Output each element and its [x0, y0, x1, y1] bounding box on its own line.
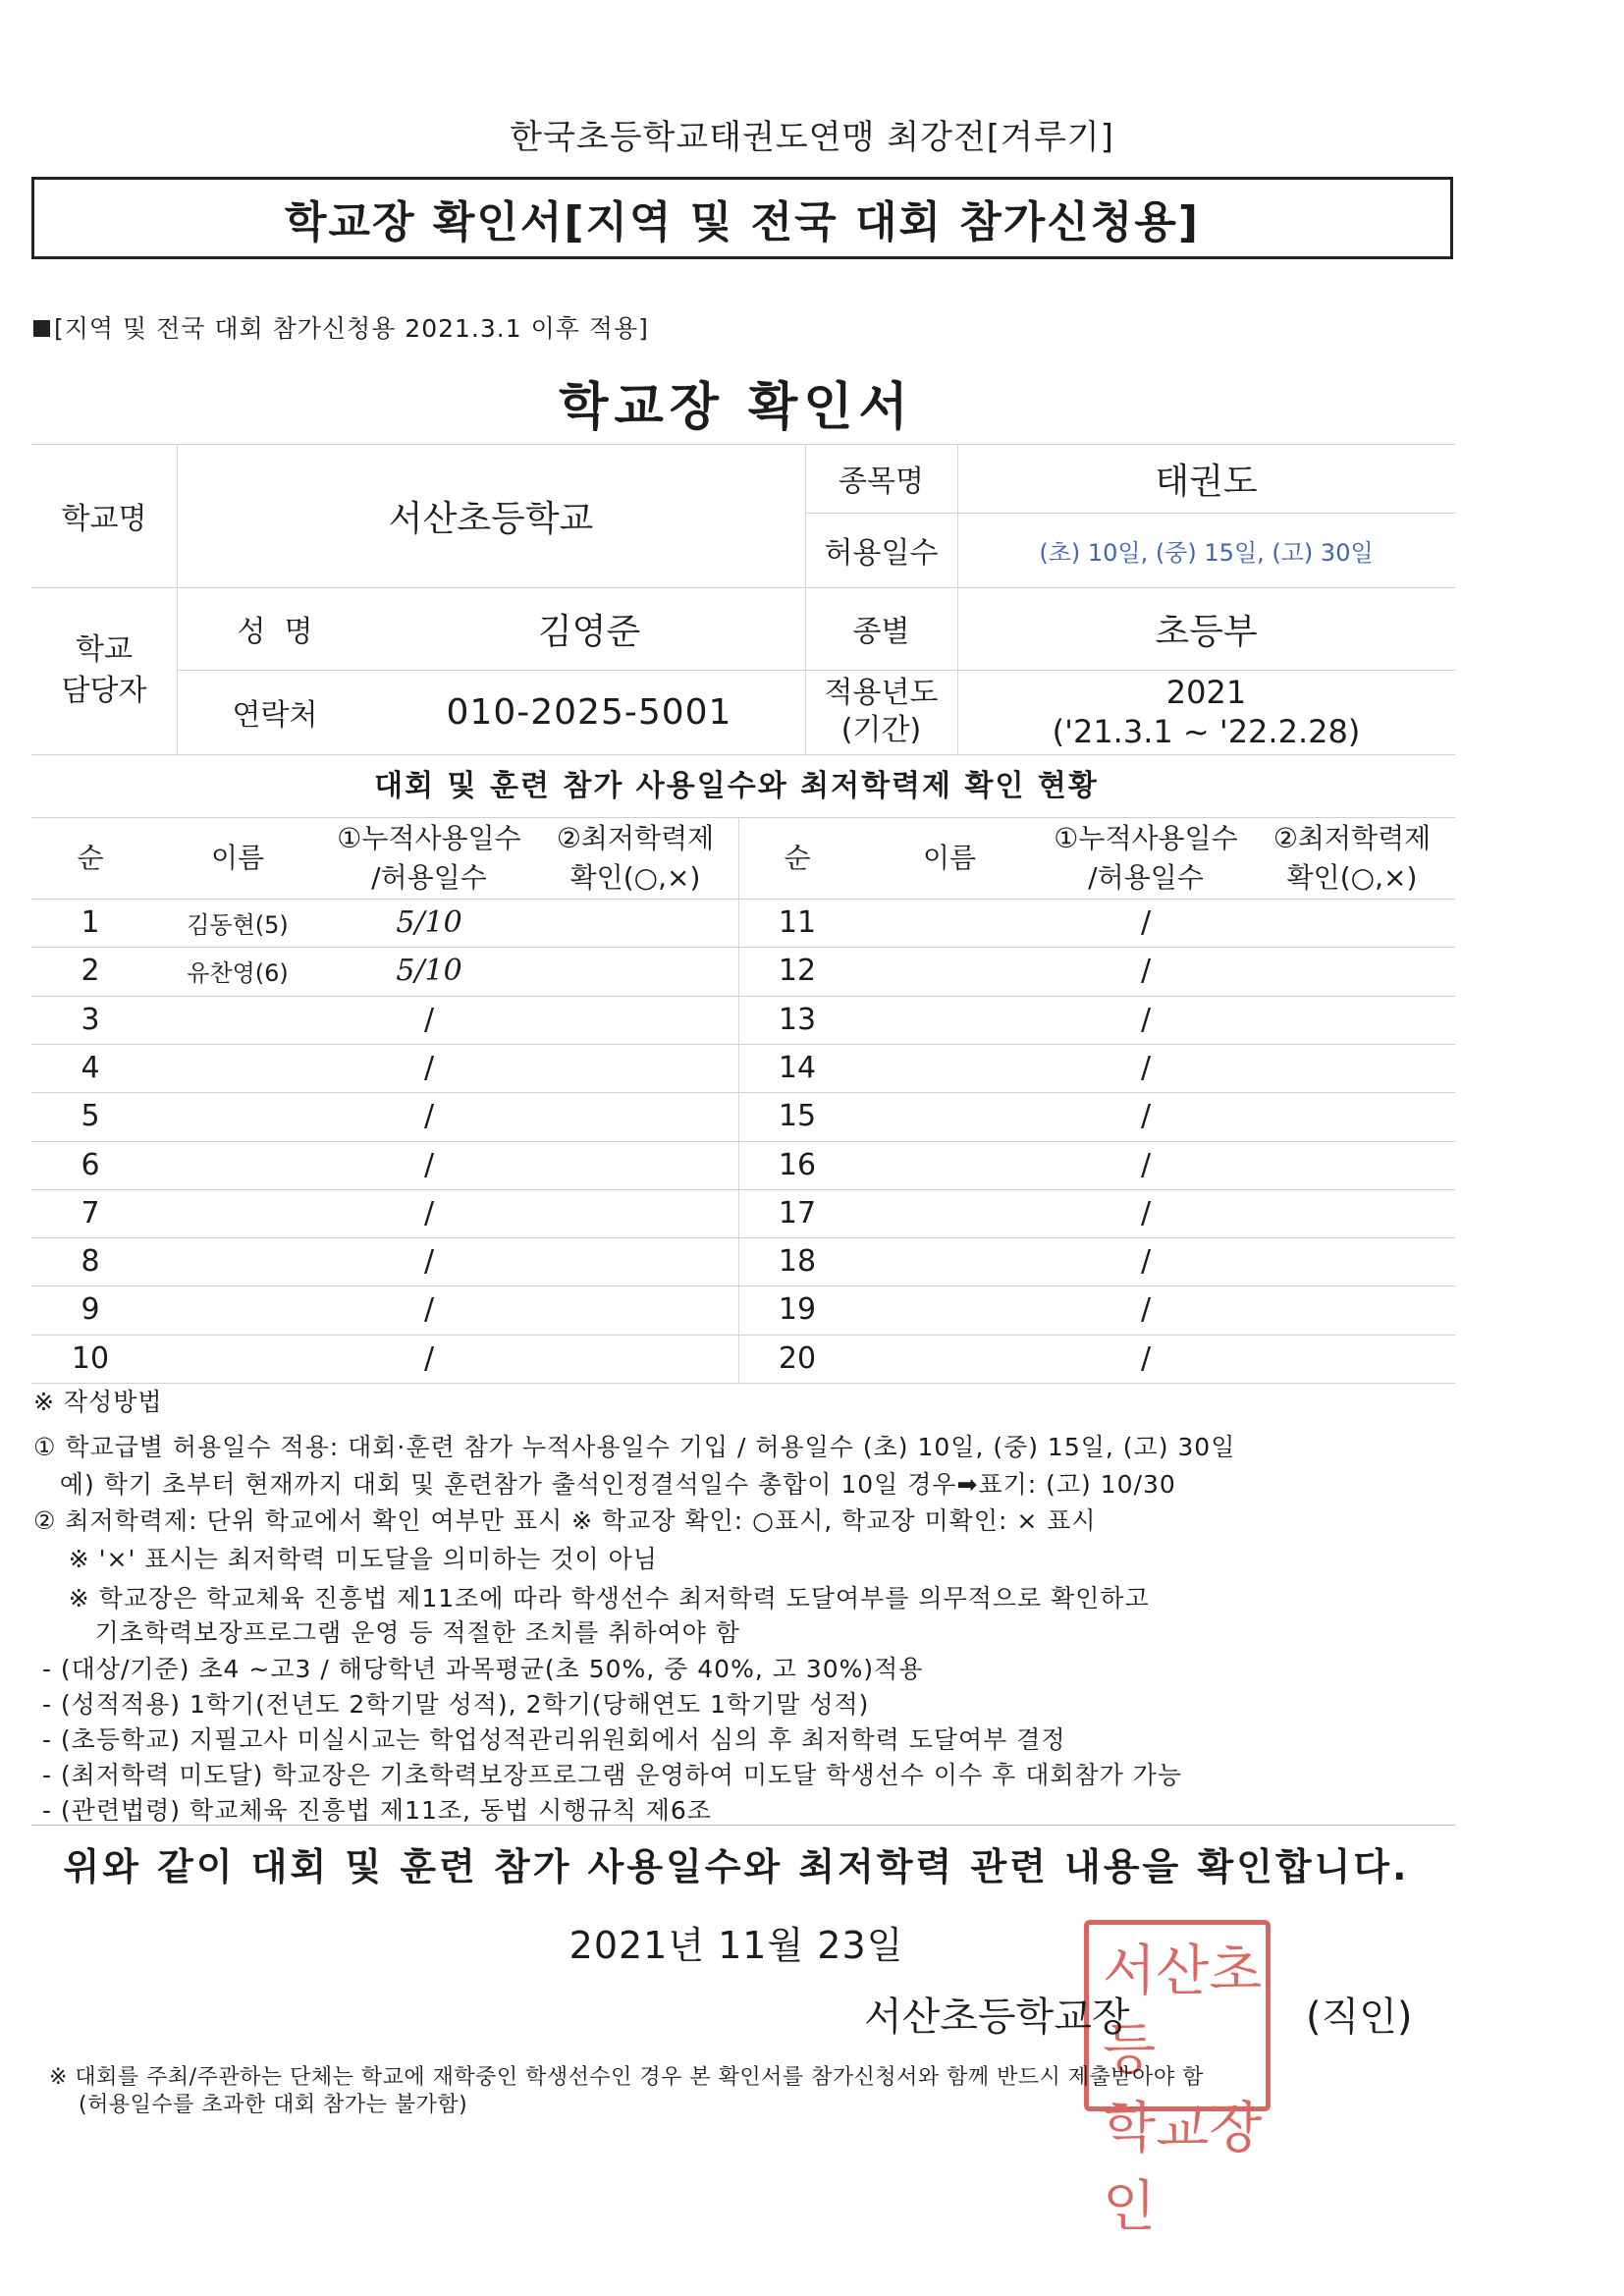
- row-number-right: 18: [778, 1244, 817, 1279]
- instruction-line: 예) 학기 초부터 현재까지 대회 및 훈련참가 출석인정결석일수 총합이 10일 경우➡표기: (고) 10/30: [33, 1470, 1176, 1499]
- section-title: 대회 및 훈련 참가 사용일수와 최저학력제 확인 현황: [374, 769, 1099, 803]
- row-days-right: /: [1140, 1148, 1152, 1182]
- row-days-right: /: [1140, 1003, 1152, 1037]
- apply-note-text: [지역 및 전국 대회 참가신청용 2021.3.1 이후 적용]: [54, 314, 649, 343]
- instruction-line: ※ 학교장은 학교체육 진흥법 제11조에 따라 학생선수 최저학력 도달여부를 의무적으로 확인하고: [33, 1584, 1150, 1613]
- row-days-right: /: [1140, 1196, 1152, 1230]
- row-days-right: /: [1140, 1244, 1152, 1279]
- row-days-left: /: [423, 1003, 435, 1037]
- row-number-left: 10: [71, 1341, 110, 1376]
- year-value: 2021: [1165, 674, 1247, 711]
- category-value: 초등부: [1155, 611, 1258, 652]
- row-days-left: /: [423, 1341, 435, 1376]
- row-days-right: /: [1140, 1051, 1152, 1085]
- instruction-line: - (성적적용) 1학기(전년도 2학기말 성적), 2학기(당해연도 1학기말 성적): [33, 1690, 870, 1719]
- info-rule-bottom: [31, 754, 1455, 755]
- row-name-left: [149, 996, 326, 1044]
- category-label: 종별: [852, 615, 910, 649]
- box-title-text: 학교장 확인서[지역 및 전국 대회 참가신청용]: [285, 197, 1200, 247]
- row-name-left: 유찬영(6): [187, 959, 289, 987]
- row-number-left: 2: [81, 954, 100, 988]
- row-number-left: 4: [81, 1051, 100, 1085]
- instruction-line: - (대상/기준) 초4 ~고3 / 해당학년 과목평균(초 50%, 중 40%, 고 30%)적용: [33, 1655, 924, 1683]
- row-days-left: /: [423, 1148, 435, 1182]
- row-days-left: /: [423, 1196, 435, 1230]
- table-row-rule: [31, 1383, 1455, 1384]
- instruction-line: - (초등학교) 지필고사 미실시교는 학업성적관리위원회에서 심의 후 최저학력 도달여부 결정: [33, 1725, 1066, 1754]
- row-number-left: 7: [81, 1196, 100, 1230]
- row-name-left: [149, 1335, 326, 1383]
- row-number-right: 13: [778, 1003, 817, 1037]
- seal-label: (직인): [1306, 1995, 1413, 2040]
- name-label: 성 명: [237, 615, 313, 649]
- row-name-left: [149, 1141, 326, 1189]
- row-days-left: /: [423, 1244, 435, 1279]
- school-value: 서산초등학교: [388, 498, 594, 539]
- confirm-rule: [31, 1825, 1455, 1826]
- square-bullet-icon: [33, 320, 50, 337]
- row-number-right: 12: [778, 954, 817, 988]
- name-value: 김영준: [537, 611, 641, 652]
- year-cell: [957, 670, 1455, 754]
- manager-label: 학교 담당자: [61, 632, 147, 708]
- row-number-right: 15: [778, 1099, 817, 1133]
- instruction-line: ※ '×' 표시는 최저학력 미도달을 의미하는 것이 아님: [33, 1545, 658, 1573]
- row-number-right: 14: [778, 1051, 817, 1085]
- competition-title: 한국초등학교태권도연맹 최강전[겨루기]: [510, 118, 1114, 157]
- main-title: 학교장 확인서: [559, 378, 914, 437]
- row-number-left: 3: [81, 1003, 100, 1037]
- issue-date: 2021년 11월 23일: [568, 1924, 904, 1967]
- row-number-right: 17: [778, 1196, 817, 1230]
- signer-name: 서산초등학교장: [864, 1995, 1130, 2040]
- event-value: 태권도: [1155, 461, 1258, 502]
- row-name-left: 김동현(5): [187, 911, 289, 939]
- row-number-left: 9: [81, 1292, 100, 1327]
- row-name-left: [149, 1237, 326, 1285]
- instruction-line: ① 학교급별 허용일수 적용: 대회·훈련 참가 누적사용일수 기입 / 허용일수 (초) 10일, (중) 15일, (고) 30일: [33, 1433, 1236, 1461]
- row-days-right: /: [1140, 1099, 1152, 1133]
- header-name-right: 이름: [922, 841, 977, 874]
- row-days-left: /: [423, 1051, 435, 1085]
- school-label: 학교명: [61, 502, 147, 536]
- allowed-days-label: 허용일수: [824, 536, 939, 571]
- row-name-left: [149, 1189, 326, 1237]
- instruction-line: 기초학력보장프로그램 운영 등 적절한 조치를 취하여야 함: [33, 1618, 740, 1647]
- footnote-line-1: ※ 대회를 주최/주관하는 단체는 학교에 재학중인 학생선수인 경우 본 확인서를 참가신청서와 함께 반드시 제출받아야 함: [49, 2065, 1204, 2090]
- header-no-right: 순: [784, 841, 811, 874]
- footnote-line-2: (허용일수를 초과한 대회 참가는 불가함): [79, 2093, 468, 2117]
- document-box-title: [31, 177, 1453, 259]
- row-days-left: /: [423, 1292, 435, 1327]
- row-number-left: 1: [81, 905, 100, 940]
- apply-note: [33, 309, 649, 345]
- row-name-left: [149, 1092, 326, 1140]
- event-label: 종목명: [839, 465, 924, 499]
- contact-label: 연락처: [232, 698, 318, 733]
- allowed-days-value: (초) 10일, (중) 15일, (고) 30일: [1039, 538, 1374, 567]
- row-number-left: 8: [81, 1244, 100, 1279]
- instruction-line: - (최저학력 미도달) 학교장은 기초학력보장프로그램 운영하여 미도달 학생선수 이수 후 대회참가 가능: [33, 1761, 1183, 1789]
- instruction-line: ② 최저학력제: 단위 학교에서 확인 여부만 표시 ※ 학교장 확인: ○표시, 학교장 미확인: × 표시: [33, 1506, 1097, 1535]
- row-number-right: 20: [778, 1341, 817, 1376]
- row-name-left: [149, 1285, 326, 1334]
- row-number-right: 19: [778, 1292, 817, 1327]
- row-days-left: 5/10: [396, 905, 462, 940]
- header-days-left: ①누적사용일수 /허용일수: [337, 821, 521, 894]
- row-name-left: [149, 1044, 326, 1092]
- header-minimum-left: ②최저학력제 확인(○,×): [556, 821, 715, 894]
- header-no-left: 순: [77, 841, 104, 874]
- row-number-left: 6: [81, 1148, 100, 1182]
- instructions-heading: ※ 작성방법: [33, 1388, 163, 1416]
- row-days-right: /: [1140, 905, 1152, 940]
- row-days-left: 5/10: [396, 954, 462, 988]
- row-days-right: /: [1140, 1292, 1152, 1327]
- year-period: ('21.3.1 ~ '22.2.28): [1052, 713, 1361, 750]
- row-days-right: /: [1140, 954, 1152, 988]
- row-days-left: /: [423, 1099, 435, 1133]
- row-number-right: 11: [778, 905, 817, 940]
- confirm-statement: 위와 같이 대회 및 훈련 참가 사용일수와 최저학력 관련 내용을 확인합니다.: [63, 1845, 1410, 1888]
- instruction-line: - (관련법령) 학교체육 진흥법 제11조, 동법 시행규칙 제6조: [33, 1796, 712, 1825]
- header-days-right: ①누적사용일수 /허용일수: [1054, 821, 1238, 894]
- header-minimum-right: ②최저학력제 확인(○,×): [1272, 821, 1432, 894]
- header-name-left: 이름: [210, 841, 265, 874]
- row-number-right: 16: [778, 1148, 817, 1182]
- row-number-left: 5: [81, 1099, 100, 1133]
- seal-text: 서산초등 학교장인: [1103, 1940, 1263, 2239]
- year-label: 적용년도 (기간): [824, 676, 939, 747]
- row-days-right: /: [1140, 1341, 1152, 1376]
- contact-value: 010-2025-5001: [446, 691, 732, 733]
